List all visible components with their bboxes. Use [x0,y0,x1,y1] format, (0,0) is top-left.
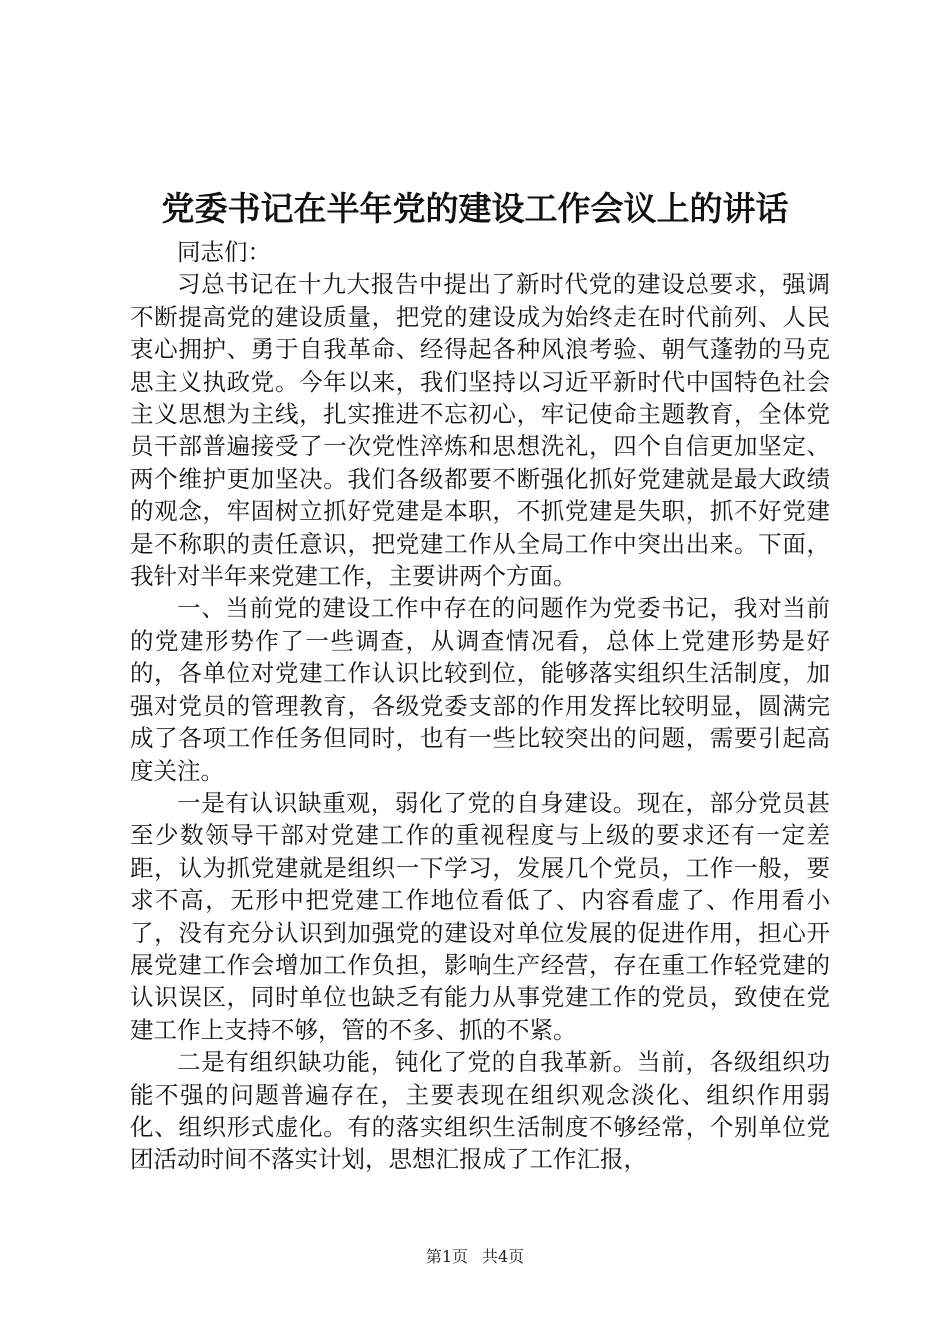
page-total: 共4页 [482,1247,525,1266]
paragraph-point-one: 一是有认识缺重观，弱化了党的自身建设。现在，部分党员甚至少数领导干部对党建工作的重视程度与上级的要求还有一定差距，认为抓党建就是组织一下学习，发展几个党员，工作一般，要求不高，无形中把党建工作地位看低了、内容看虚了、作用看小了，没有充分认识到加强党的建设对单位发展的促进作用，担心开展党建工作会增加工作负担，影响生产经营，存在重工作轻党建的认识误区，同时单位也缺乏有能力从事党建工作的党员，致使在党建工作上支持不够，管的不多、抓的不紧。 [130,788,830,1044]
paragraph-point-two: 二是有组织缺功能，钝化了党的自我革新。当前，各级组织功能不强的问题普遍存在，主要表现在组织观念淡化、组织作用弱化、组织形式虚化。有的落实组织生活制度不够经常，个别单位党团活动时间不落实计划，思想汇报成了工作汇报， [130,1048,830,1174]
paragraph-section-one: 一、当前党的建设工作中存在的问题作为党委书记，我对当前的党建形势作了一些调查，从调查情况看，总体上党建形势是好的，各单位对党建工作认识比较到位，能够落实组织生活制度，加强对党员的管理教育，各级党委支部的作用发挥比较明显，圆满完成了各项工作任务但同时，也有一些比较突出的问题，需要引起高度关注。 [130,594,830,785]
document-title: 党委书记在半年党的建设工作会议上的讲话 [161,189,789,228]
page-footer [0,1247,950,1267]
salutation: 同志们： [177,238,271,266]
paragraph-intro: 习总书记在十九大报告中提出了新时代党的建设总要求，强调不断提高党的建设质量，把党的建设成为始终走在时代前列、人民衷心拥护、勇于自我革命、经得起各种风浪考验、朝气蓬勃的马克思主义执政党。今年以来，我们坚持以习近平新时代中国特色社会主义思想为主线，扎实推进不忘初心，牢记使命主题教育，全体党员干部普遍接受了一次党性淬炼和思想洗礼，四个自信更加坚定、两个维护更加坚决。我们各级都要不断强化抓好党建就是最大政绩的观念，牢固树立抓好党建是本职，不抓党建是失职，抓不好党建是不称职的责任意识，把党建工作从全局工作中突出出来。下面，我针对半年来党建工作，主要讲两个方面。 [130,270,830,591]
page-number: 第1页 [425,1247,468,1266]
document-body [130,236,830,1176]
